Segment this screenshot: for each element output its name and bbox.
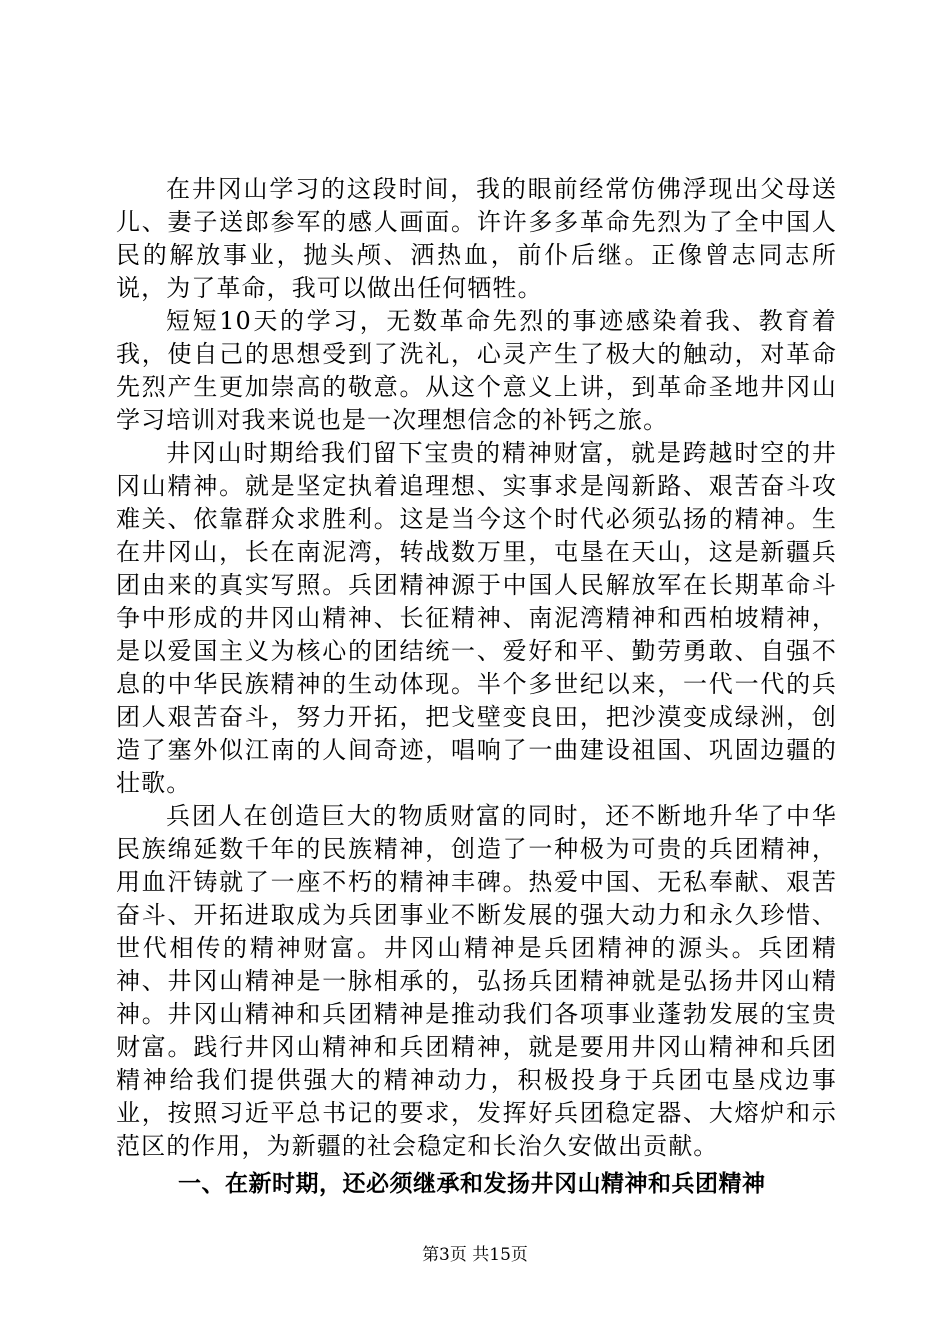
paragraph-2: 短短10天的学习，无数革命先烈的事迹感染着我、教育着我，使自己的思想受到了洗礼，心灵产生了极大的触动，对革命先烈产生更加崇高的敬意。从这个意义上讲，到革命圣地井冈山学习培训对我来说也是一次理想信念的补钙之旅。 — [116, 307, 837, 434]
paragraph-4: 兵团人在创造巨大的物质财富的同时，还不断地升华了中华民族绵延数千年的民族精神，创造了一种极为可贵的兵团精神，用血汗铸就了一座不朽的精神丰碑。热爱中国、无私奉献、艰苦奋斗、开拓进取成为兵团事业不断发展的强大动力和永久珍惜、世代相传的精神财富。井冈山精神是兵团精神的源头。兵团精神、井冈山精神是一脉相承的，弘扬兵团精神就是弘扬井冈山精神。井冈山精神和兵团精神是推动我们各项事业蓬勃发展的宝贵财富。践行井冈山精神和兵团精神，就是要用井冈山精神和兵团精神给我们提供强大的精神动力，积极投身于兵团屯垦戍边事业，按照习近平总书记的要求，发挥好兵团稳定器、大熔炉和示范区的作用，为新疆的社会稳定和长治久安做出贡献。 — [116, 802, 837, 1160]
paragraph-1: 在井冈山学习的这段时间，我的眼前经常仿佛浮现出父母送儿、妻子送郎参军的感人画面。许许多多革命先烈为了全中国人民的解放事业，抛头颅、洒热血，前仆后继。正像曾志同志所说，为了革命，我可以做出任何牺牲。 — [116, 175, 837, 302]
section-heading: 一、在新时期，还必须继承和发扬井冈山精神和兵团精神 — [178, 1171, 766, 1197]
page-number-footer: 第3页 共15页 — [422, 1245, 528, 1265]
paragraph-3: 井冈山时期给我们留下宝贵的精神财富，就是跨越时空的井冈山精神。就是坚定执着追理想、实事求是闯新路、艰苦奋斗攻难关、依靠群众求胜利。这是当今这个时代必须弘扬的精神。生在井冈山，长在南泥湾，转战数万里，屯垦在天山，这是新疆兵团由来的真实写照。兵团精神源于中国人民解放军在长期革命斗争中形成的井冈山精神、长征精神、南泥湾精神和西柏坡精神，是以爱国主义为核心的团结统一、爱好和平、勤劳勇敢、自强不息的中华民族精神的生动体现。半个多世纪以来，一代一代的兵团人艰苦奋斗，努力开拓，把戈壁变良田，把沙漠变成绿洲，创造了塞外似江南的人间奇迹，唱响了一曲建设祖国、巩固边疆的壮歌。 — [116, 439, 837, 797]
document-body — [116, 173, 837, 1205]
